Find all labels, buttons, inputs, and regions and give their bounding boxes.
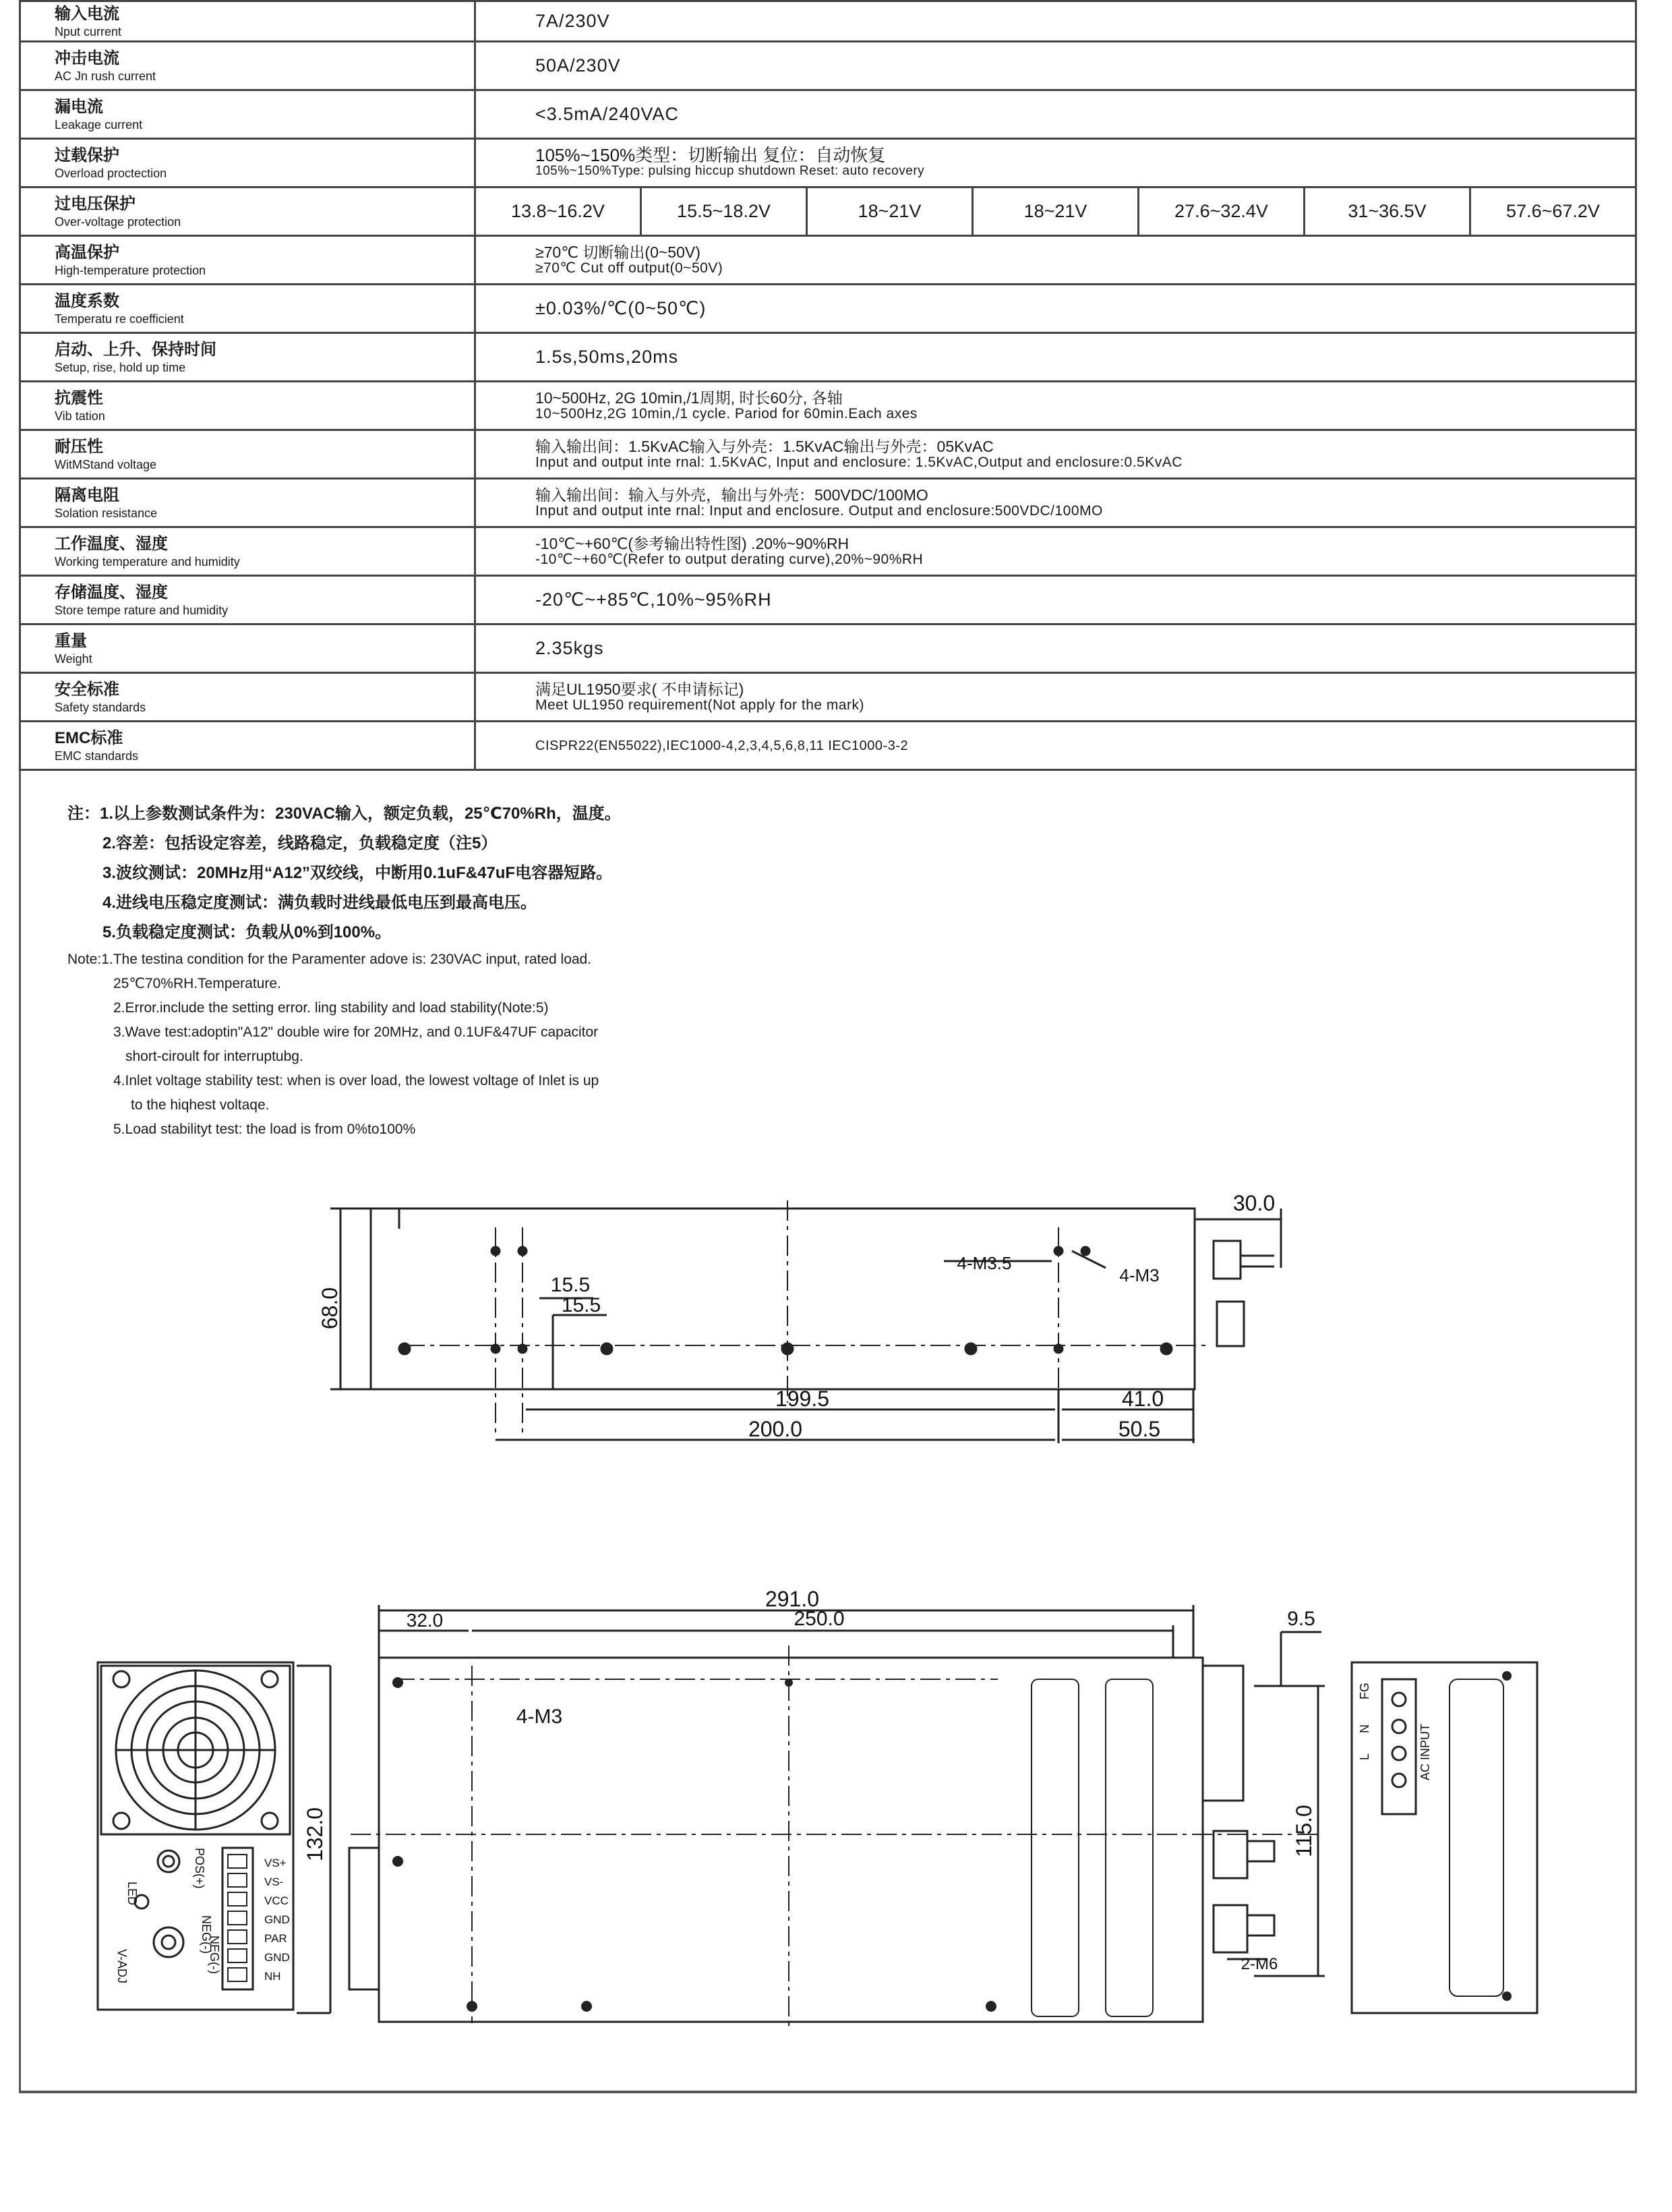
table-row: 过载保护 Overload proctection 105%~150%类型：切断输出 复位：自动恢复 105%~150%Type: pulsing hiccup shutdown Reset: auto recovery bbox=[20, 139, 1636, 187]
dim-label: 9.5 bbox=[1287, 1608, 1315, 1630]
ovp-cell: 18~21V bbox=[807, 187, 973, 236]
note-line: to the hiqhest voltaqe. bbox=[131, 1097, 270, 1113]
table-row: 存储温度、湿度 Store tempe rature and humidity -20℃~+85℃,10%~95%RH bbox=[20, 576, 1636, 624]
panel-label: V-ADJ bbox=[115, 1949, 129, 1984]
dim-label: 68.0 bbox=[318, 1287, 342, 1330]
panel-label: POS(+) bbox=[193, 1848, 206, 1889]
terminal-label: GND bbox=[264, 1913, 290, 1926]
terminal-label: VS+ bbox=[264, 1857, 287, 1869]
panel-label: NEG(-) bbox=[208, 1936, 221, 1974]
ac-label: AC INPUT bbox=[1419, 1723, 1432, 1780]
note-line: 4.Inlet voltage stability test: when is over load, the lowest voltage of Inlet is up bbox=[113, 1073, 599, 1088]
note-line: 2.容差：包括设定容差，线路稳定，负载稳定度（注5） bbox=[102, 834, 498, 852]
dim-label: 250.0 bbox=[794, 1608, 845, 1630]
dim-label: 30.0 bbox=[1232, 1191, 1276, 1215]
table-row: 启动、上升、保持时间 Setup, rise, hold up time 1.5s,50ms,20ms bbox=[20, 333, 1636, 382]
ovp-cell: 57.6~67.2V bbox=[1470, 187, 1636, 236]
dim-label: 132.0 bbox=[303, 1807, 327, 1862]
dim-label: 4-M3 bbox=[516, 1706, 563, 1728]
ac-label: N bbox=[1358, 1724, 1371, 1733]
note-line: Note:1.The testina condition for the Paramenter adove is: 230VAC input, rated load. bbox=[67, 952, 592, 967]
ovp-cell: 13.8~16.2V bbox=[475, 187, 641, 236]
terminal-label: NH bbox=[264, 1970, 281, 1983]
table-row: 重量 Weight 2.35kgs bbox=[20, 624, 1636, 673]
table-row: 隔离电阻 Solation resistance 输入输出间：输入与外壳，输出与外壳：500VDC/100MO Input and output inte rnal: Input and enclosure. Output and enclosure:500VDC/100MO bbox=[20, 479, 1636, 527]
table-row: 安全标准 Safety standards 满足UL1950要求( 不申请标记) Meet UL1950 requirement(Not apply for the mark) bbox=[20, 673, 1636, 722]
panel-label: NEG(-) bbox=[200, 1915, 213, 1954]
dim-label: 15.5 bbox=[561, 1294, 601, 1316]
dim-label: 115.0 bbox=[1292, 1805, 1316, 1857]
ovp-cell: 15.5~18.2V bbox=[641, 187, 807, 236]
note-line: 5.Load stabilityt test: the load is from 0%to100% bbox=[113, 1122, 416, 1137]
dim-label: 50.5 bbox=[1118, 1417, 1161, 1441]
ac-label: FG bbox=[1358, 1683, 1371, 1699]
table-row: 工作温度、湿度 Working temperature and humidity -10℃~+60℃(参考输出特性图) .20%~90%RH -10℃~+60℃(Refer to output derating curve),20%~90%RH bbox=[20, 527, 1636, 576]
table-row: 漏电流 Leakage current <3.5mA/240VAC bbox=[20, 90, 1636, 139]
ac-label: L bbox=[1358, 1753, 1371, 1760]
ovp-cell: 18~21V bbox=[973, 187, 1139, 236]
ac-end-panel bbox=[1352, 1662, 1537, 2013]
note-line: short-ciroult for interruptubg. bbox=[125, 1049, 303, 1064]
note-line: 3.波纹测试：20MHz用“A12”双绞线，中断用0.1uF&47uF电容器短路。 bbox=[102, 864, 613, 882]
panel-label: LED bbox=[125, 1882, 139, 1906]
dim-label: 200.0 bbox=[748, 1417, 803, 1441]
note-line: 注：1.以上参数测试条件为：230VAC输入，额定负载，25℃70%Rh，温度。 bbox=[67, 805, 621, 823]
terminal-label: VS- bbox=[264, 1875, 284, 1888]
dim-label: 4-M3 bbox=[1119, 1265, 1160, 1285]
table-row: 输入电流 Nput current 7A/230V bbox=[20, 1, 1636, 42]
table-row: EMC标准 EMC standards CISPR22(EN55022),IEC1000-4,2,3,4,5,6,8,11 IEC1000-3-2 bbox=[20, 722, 1636, 770]
terminal-label: GND bbox=[264, 1951, 290, 1964]
dim-label: 291.0 bbox=[765, 1587, 820, 1611]
dim-label: 15.5 bbox=[550, 1274, 591, 1296]
note-line: 3.Wave test:adoptin"A12" double wire for 20MHz, and 0.1UF&47UF capacitor bbox=[113, 1024, 599, 1040]
table-row: 温度系数 Temperatu re coefficient ±0.03%/℃(0~50℃) bbox=[20, 285, 1636, 333]
terminal-label: VCC bbox=[264, 1894, 289, 1907]
dim-label: 4-M3.5 bbox=[957, 1253, 1012, 1273]
dim-label: 2-M6 bbox=[1241, 1955, 1278, 1973]
table-row: 耐压性 WitMStand voltage 输入输出间：1.5KvAC输入与外壳：1.5KvAC输出与外壳：05KvAC Input and output inte rnal: 1.5KvAC, Input and enclosure: 1.5KvAC,Output and enclosure:0.5KvAC bbox=[20, 430, 1636, 479]
table-row: 高温保护 High-temperature protection ≥70℃ 切断输出(0~50V) ≥70℃ Cut off output(0~50V) bbox=[20, 236, 1636, 285]
terminal-label: PAR bbox=[264, 1932, 287, 1945]
note-line: 25℃70%RH.Temperature. bbox=[113, 976, 281, 991]
table-row: 抗震性 Vib tation 10~500Hz, 2G 10min,/1周期, 时长60分, 各轴 10~500Hz,2G 10min,/1 cycle. Pariod for 60min.Each axes bbox=[20, 382, 1636, 430]
table-row: 冲击电流 AC Jn rush current 50A/230V bbox=[20, 42, 1636, 90]
note-line: 4.进线电压稳定度测试：满负载时进线最低电压到最高电压。 bbox=[102, 894, 537, 912]
dim-label: 199.5 bbox=[775, 1387, 830, 1411]
ovp-cell: 27.6~32.4V bbox=[1139, 187, 1305, 236]
ovp-cell: 31~36.5V bbox=[1305, 187, 1470, 236]
table-row: 过电压保护 Over-voltage protection 13.8~16.2V 15.5~18.2V 18~21V 18~21V 27.6~32.4V 31~36.5V 57.6~67.2V bbox=[20, 187, 1636, 236]
dim-label: 32.0 bbox=[406, 1610, 444, 1631]
dim-label: 41.0 bbox=[1121, 1387, 1164, 1411]
note-line: 5.负载稳定度测试：负载从0%到100%。 bbox=[102, 923, 392, 941]
note-line: 2.Error.include the setting error. ling stability and load stability(Note:5) bbox=[113, 1000, 549, 1016]
